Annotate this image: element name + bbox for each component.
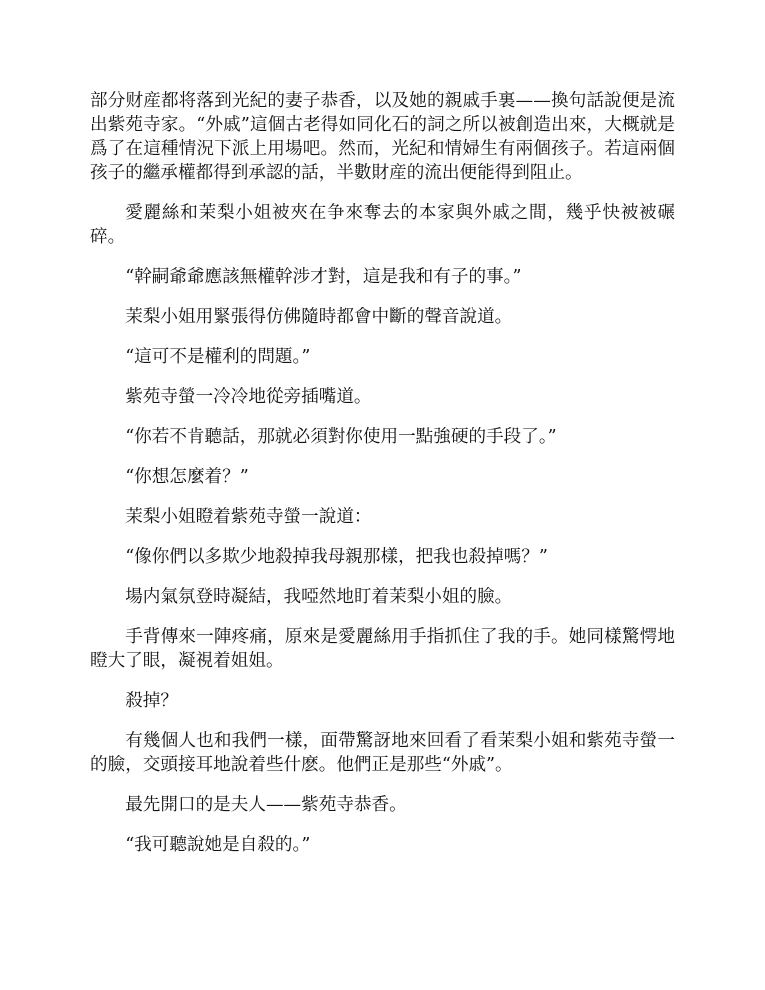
paragraph-6: 紫苑寺螢一冷冷地從旁插嘴道。: [125, 387, 372, 407]
paragraph-8: “你想怎麼着？”: [125, 467, 249, 487]
paragraph-3: “幹嗣爺爺應該無權幹涉才對，這是我和有子的事。”: [125, 267, 522, 287]
paragraph-12: 手背傳來一陣疼痛，原來是愛麗絲用手指抓住了我的手。她同樣驚愕地瞪大了眼，凝視着姐姐。: [90, 627, 675, 671]
paragraph-7: “你若不肯聽話，那就必須對你使用一點強硬的手段了。”: [125, 427, 557, 447]
paragraph-4: 茉梨小姐用緊張得仿佛隨時都會中斷的聲音說道。: [125, 307, 513, 327]
paragraph-5: “這可不是權利的問題。”: [125, 347, 311, 367]
paragraph-13: 殺掉？: [125, 691, 178, 711]
paragraph-11: 場内氣氛登時凝結，我啞然地盯着茉梨小姐的臉。: [125, 587, 513, 607]
paragraph-16: “我可聽說她是自殺的。”: [125, 835, 311, 855]
paragraph-2: 愛麗絲和茉梨小姐被夾在争來奪去的本家與外戚之間，幾乎快被被碾碎。: [90, 203, 675, 247]
paragraph-15: 最先開口的是夫人——紫苑寺恭香。: [125, 795, 407, 815]
document-page: [90, 89, 675, 873]
paragraph-9: 茉梨小姐瞪着紫苑寺螢一說道：: [125, 507, 372, 527]
paragraph-14: 有幾個人也和我們一樣，面帶驚訝地來回看了看茉梨小姐和紫苑寺螢一的臉，交頭接耳地說着些什麽。他們正是那些“外戚”。: [90, 731, 675, 775]
paragraph-10: “像你們以多欺少地殺掉我母親那樣，把我也殺掉嗎？”: [125, 547, 548, 567]
paragraph-1: 部分财産都将落到光紀的妻子恭香，以及她的親戚手裏——換句話說便是流出紫苑寺家。“外戚”這個古老得如同化石的詞之所以被創造出來，大概就是爲了在這種情況下派上用場吧。然而，光紀和情婦生有兩個孩子。若這兩個孩子的繼承權都得到承認的話，半數財産的流出便能得到阻止。: [90, 91, 675, 183]
